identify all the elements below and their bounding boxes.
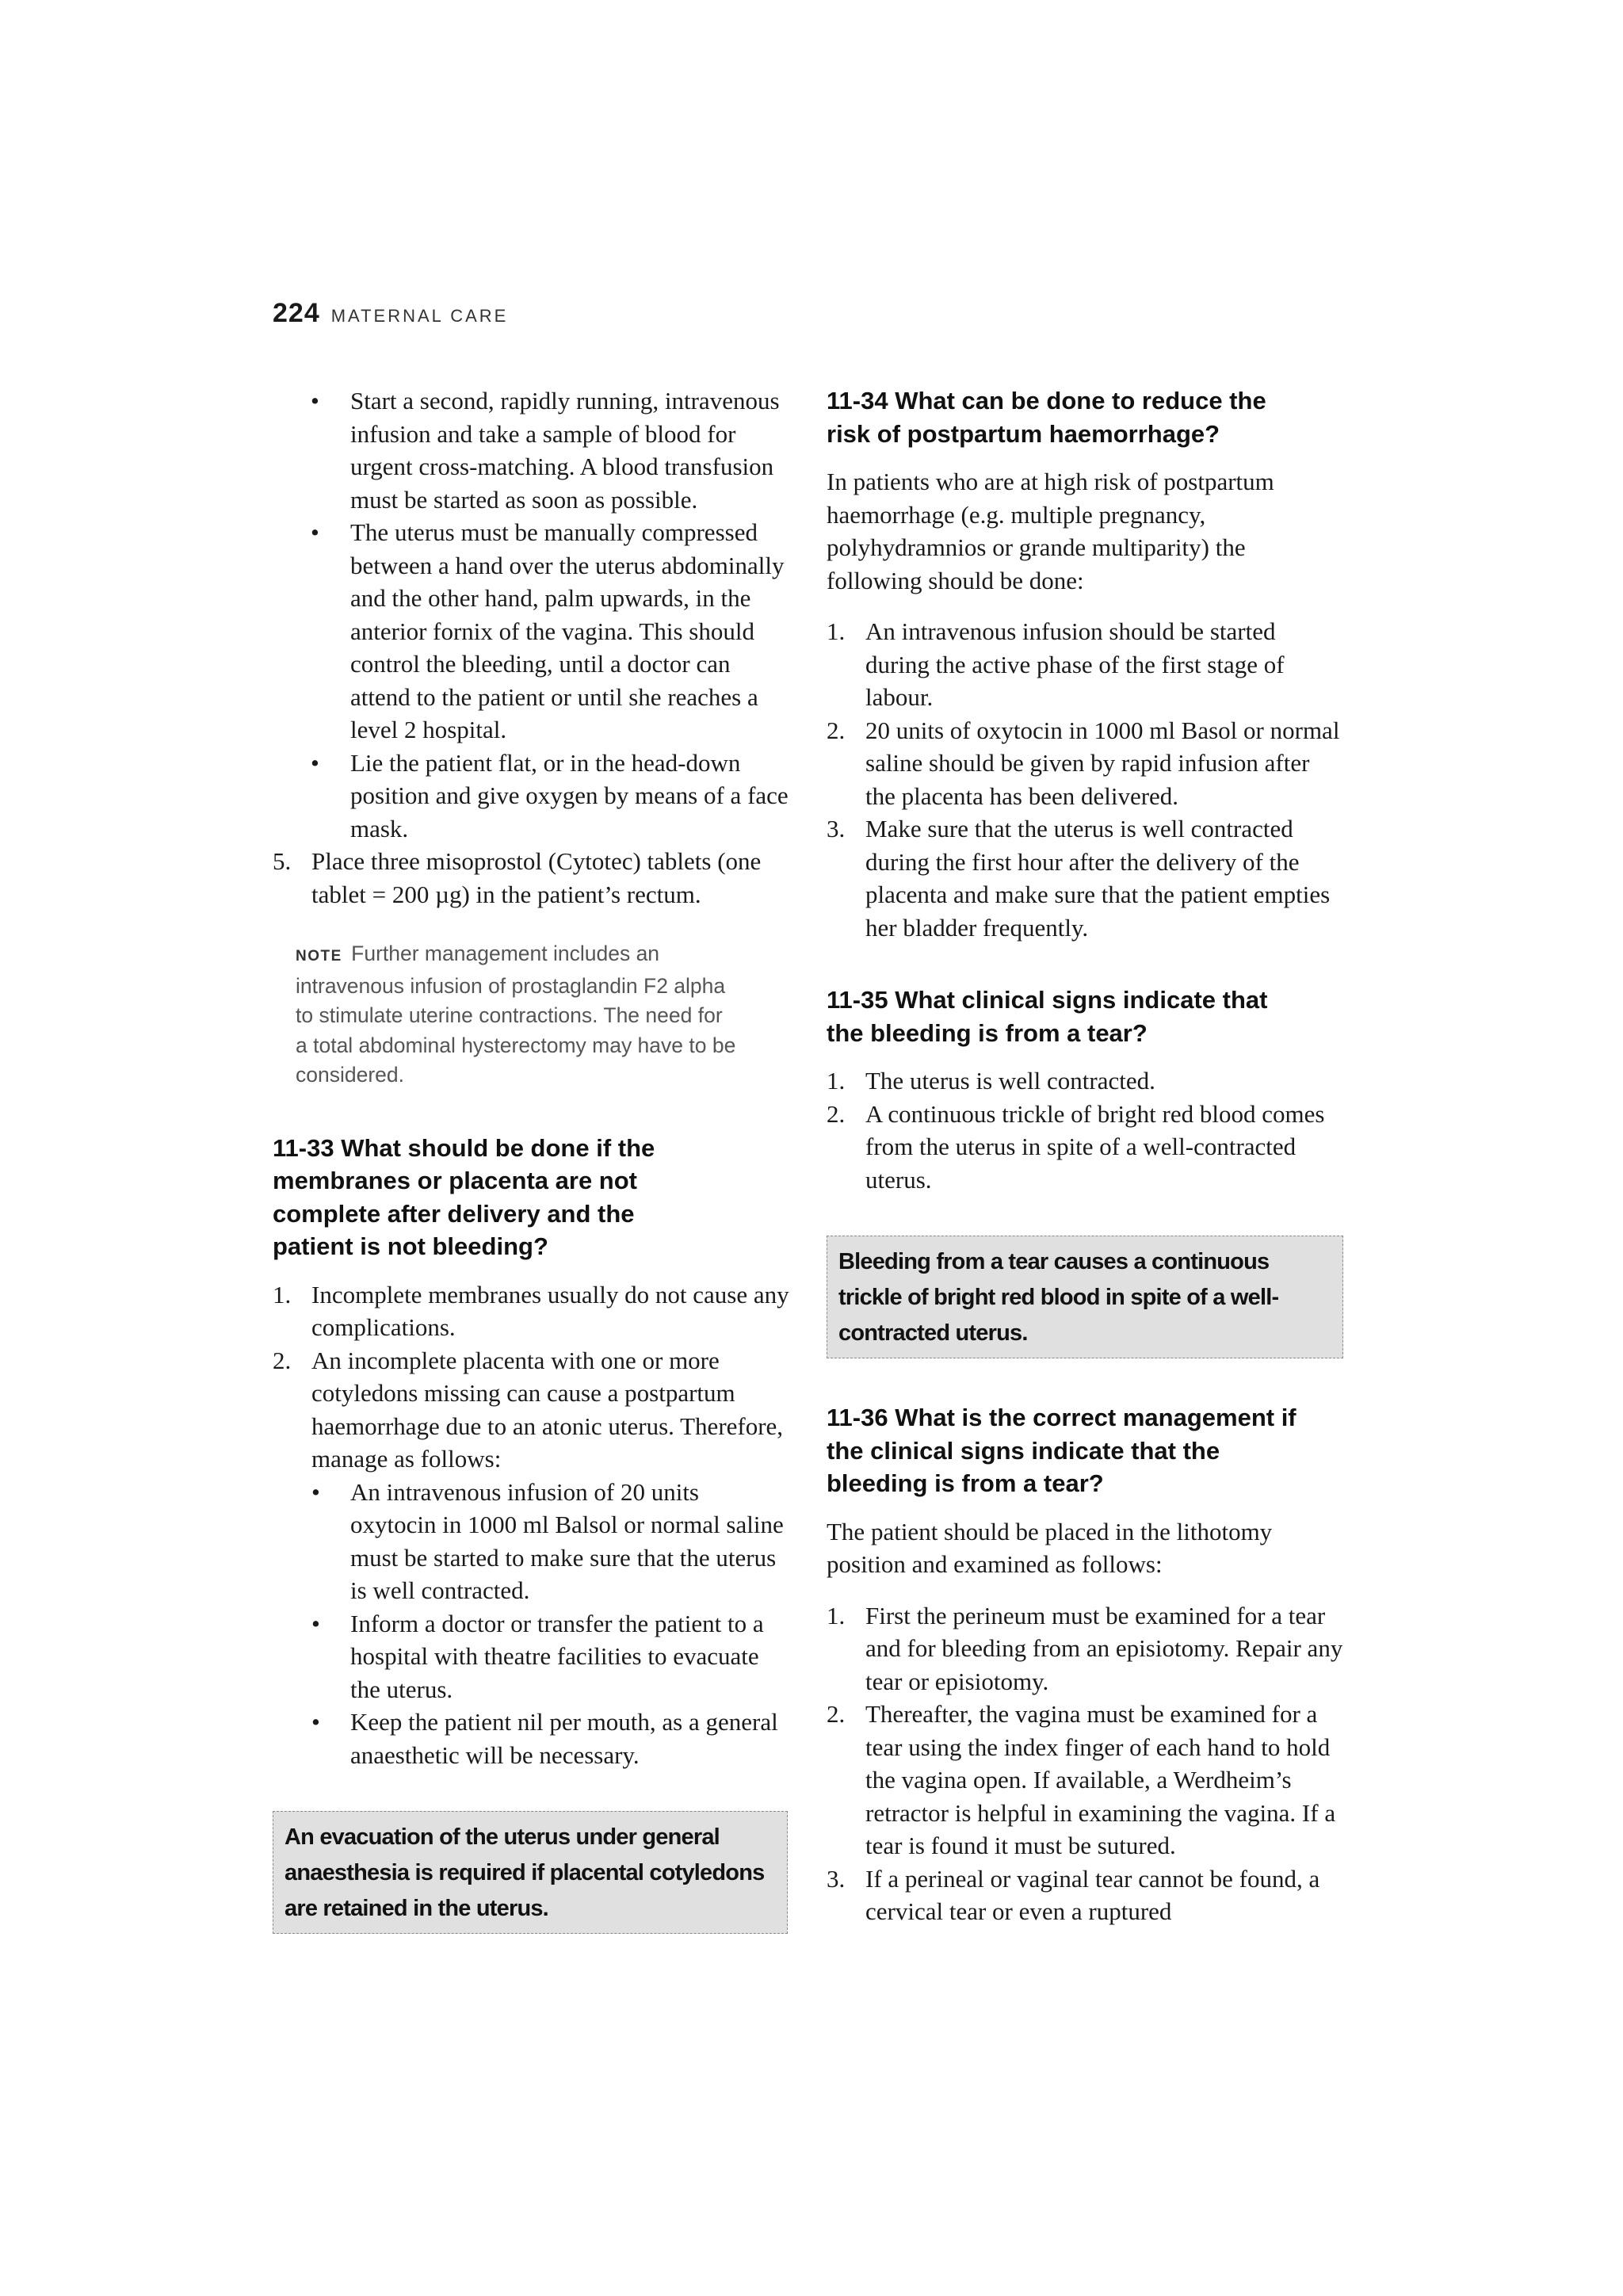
numbered-list-11-36 (827, 1599, 1343, 1928)
item-text: A continuous trickle of bright red blood comes from the uterus in spite of a well-contracted uterus. (865, 1099, 1325, 1194)
item-number: 1. (827, 1601, 846, 1629)
callout-box: Bleeding from a tear causes a continuous trickle of bright red blood in spite of a well-contracted uterus. (827, 1236, 1343, 1358)
bullet-item: • An intravenous infusion of 20 units oxytocin in 1000 ml Balsol or normal saline must be started to make sure that the uterus is well contracted. (311, 1476, 789, 1607)
numbered-item (827, 615, 1343, 714)
item-number: 1. (827, 617, 846, 645)
item-number: 1. (827, 1067, 846, 1095)
item-number: 2. (827, 1099, 846, 1128)
running-head: MATERNAL CARE (330, 306, 509, 326)
bullet-item: • The uterus must be manually compressed between a hand over the uterus abdominally and the other hand, palm upwards, in the anterior fornix of the vagina. This should control the bleeding, until a doctor can attend to the patient or until she reaches a level 2 hospital. (273, 516, 789, 747)
item-text: The uterus is well contracted. (865, 1067, 1155, 1095)
numbered-item (827, 1698, 1343, 1862)
numbered-list-11-33 (273, 1278, 789, 1772)
item-number: 3. (827, 815, 846, 842)
item-number: 5. (273, 847, 292, 875)
callout-box: An evacuation of the uterus under general anaesthesia is required if placental cotyledons are retained in the uterus. (273, 1811, 788, 1934)
item-number: 2. (273, 1346, 292, 1374)
item-number: 2. (827, 1700, 846, 1728)
section-heading-11-35: 11-35 What clinical signs indicate that the bleeding is from a tear? (827, 986, 1268, 1047)
bullet-item: • Lie the patient flat, or in the head-down position and give oxygen by means of a face mask. (273, 747, 789, 846)
item-text: An incomplete placenta with one or more cotyledons missing can cause a postpartum haemorrhage due to an atonic uterus. Therefore, manage as follows: (311, 1346, 784, 1473)
item-number: 3. (827, 1864, 846, 1893)
item-text: 20 units of oxytocin in 1000 ml Basol or normal saline should be given by rapid infusion after the placenta has been delivered. (865, 716, 1340, 810)
numbered-item (827, 1064, 1343, 1098)
item-text: An intravenous infusion should be started during the active phase of the first stage of labour. (865, 617, 1285, 711)
intro-paragraph: In patients who are at high risk of postpartum haemorrhage (e.g. multiple pregnancy, polyhydramnios or grande multiparity) the following should be done: (827, 468, 1274, 594)
item-number: 2. (827, 716, 846, 744)
bullet-item: • Start a second, rapidly running, intravenous infusion and take a sample of blood for urgent cross-matching. A blood transfusion must be started as soon as possible. (273, 384, 789, 516)
bullet-item: • Inform a doctor or transfer the patient to a hospital with theatre facilities to evacuate the uterus. (311, 1607, 789, 1706)
numbered-item (273, 1344, 789, 1772)
item-text: Make sure that the uterus is well contracted during the first hour after the delivery of the placenta and make sure that the patient empties her bladder frequently. (865, 815, 1331, 942)
right-column (827, 384, 1343, 1928)
numbered-item-5 (273, 845, 789, 911)
item-text: Place three misoprostol (Cytotec) tablets (one tablet = 200 µg) in the patient’s rectum. (311, 847, 762, 908)
sub-bullet-list (311, 1476, 789, 1772)
numbered-list-11-35 (827, 1064, 1343, 1196)
section-heading-11-33: 11-33 What should be done if the membranes or placenta are not complete after delivery and the patient is not bleeding? (273, 1133, 655, 1260)
item-text: If a perineal or vaginal tear cannot be found, a cervical tear or even a ruptured (865, 1864, 1320, 1925)
page-number: 224 (273, 298, 320, 328)
bullet-item: • Keep the patient nil per mouth, as a general anaesthetic will be necessary. (311, 1706, 789, 1771)
numbered-item (827, 1599, 1343, 1698)
numbered-item (827, 812, 1343, 944)
numbered-item (827, 714, 1343, 813)
bullet-list-top (273, 384, 789, 845)
intro-paragraph: The patient should be placed in the lithotomy position and examined as follows: (827, 1517, 1273, 1578)
numbered-item (827, 1862, 1343, 1928)
item-text: First the perineum must be examined for a tear and for bleeding from an episiotomy. Repair any tear or episiotomy. (865, 1601, 1343, 1695)
left-column (273, 384, 789, 1934)
section-heading-11-36: 11-36 What is the correct management if the clinical signs indicate that the bleeding is from a tear? (827, 1404, 1296, 1497)
numbered-item (273, 1278, 789, 1344)
numbered-item (827, 1098, 1343, 1197)
note-text: Further management includes an intravenous infusion of prostaglandin F2 alpha to stimulate uterine contractions. The need for a total abdominal hysterectomy may have to be considered. (296, 942, 736, 1087)
item-text: Thereafter, the vagina must be examined for a tear using the index finger of each hand to hold the vagina open. If available, a Werdheim’s retractor is helpful in examining the vagina. If a tear is found it must be sutured. (865, 1700, 1336, 1859)
note-block (296, 939, 739, 1091)
item-text: Incomplete membranes usually do not cause any complications. (311, 1280, 789, 1341)
section-heading-11-34: 11-34 What can be done to reduce the risk of postpartum haemorrhage? (827, 387, 1266, 448)
numbered-list-11-34 (827, 615, 1343, 944)
page-header (273, 298, 508, 329)
item-number: 1. (273, 1280, 292, 1308)
note-label: NOTE (296, 948, 342, 965)
